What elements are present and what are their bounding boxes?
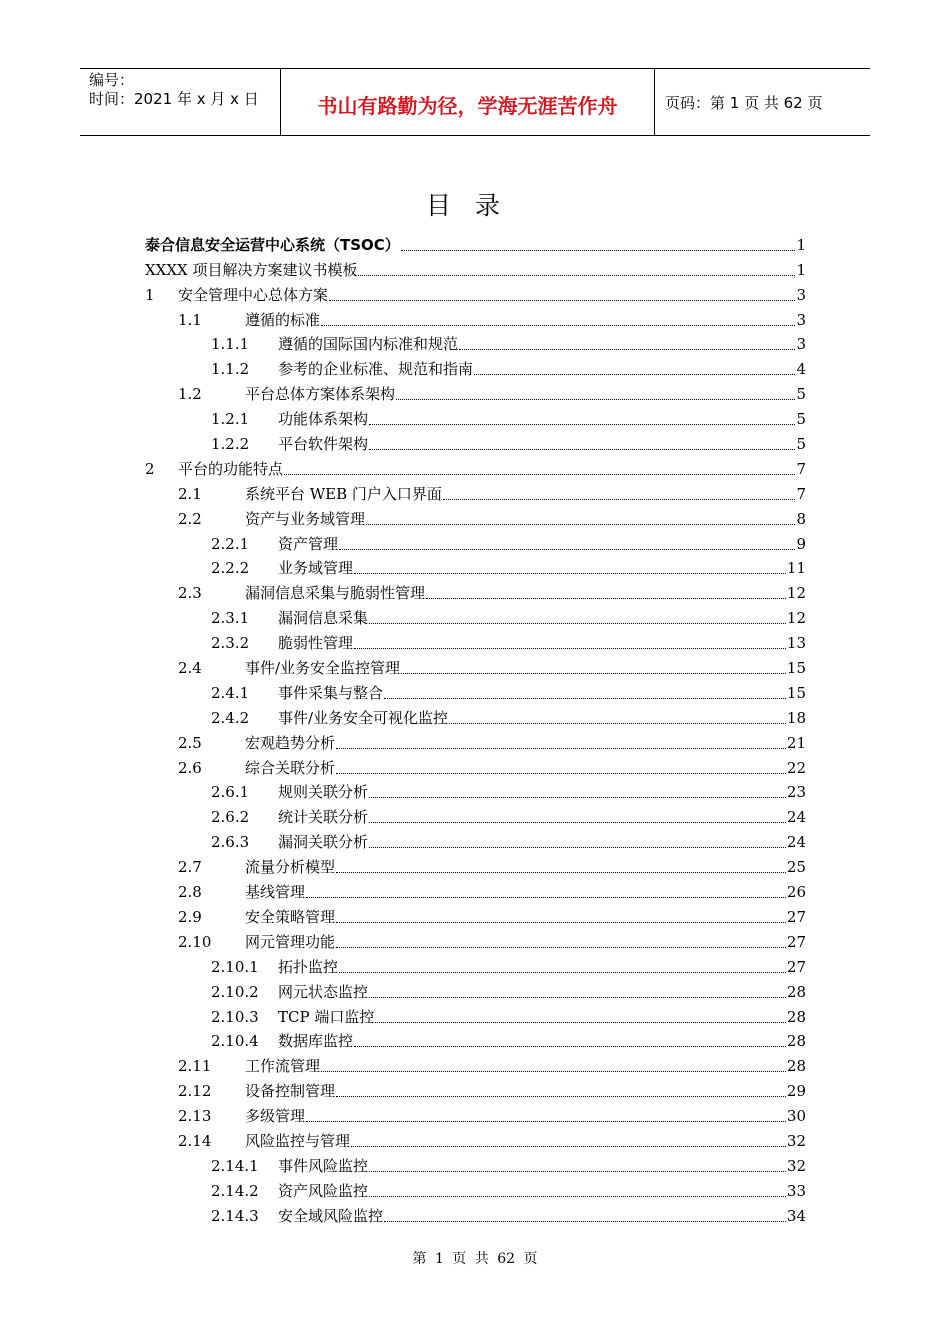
toc-entry[interactable] (145, 1204, 806, 1229)
toc-entry[interactable] (145, 432, 806, 457)
toc-entry-page: 32 (786, 1131, 806, 1150)
toc-leader-dots (336, 1096, 786, 1097)
toc-leader-dots (306, 897, 786, 898)
toc-entry-page: 28 (786, 982, 806, 1001)
toc-entry-page: 3 (796, 285, 806, 304)
toc-entry-title: XXXX 项目解决方案建议书模板 (145, 260, 358, 279)
toc-entry-page: 24 (786, 833, 806, 852)
toc-entry-title: 数据库监控 (278, 1032, 354, 1051)
page-header (80, 68, 870, 136)
toc-entry-number: 2.5 (178, 733, 202, 752)
toc-leader-dots (474, 374, 795, 375)
toc-leader-dots (366, 524, 795, 525)
toc-entry-page: 9 (796, 534, 806, 553)
toc-entry[interactable] (145, 1104, 806, 1129)
toc-entry-number: 1.1.2 (211, 360, 250, 379)
toc-entry-page: 27 (786, 907, 806, 926)
toc-entry-page: 15 (786, 659, 806, 678)
toc-entry-page: 24 (786, 808, 806, 827)
toc-entry-title: 事件/业务安全可视化监控 (278, 708, 449, 727)
toc-entry[interactable] (145, 855, 806, 880)
toc-leader-dots (336, 773, 786, 774)
toc-entry-page: 1 (796, 235, 806, 254)
toc-leader-dots (369, 847, 786, 848)
toc-entry-page: 21 (786, 733, 806, 752)
toc-entry[interactable] (145, 955, 806, 980)
toc-leader-dots (336, 922, 786, 923)
toc-entry[interactable] (145, 258, 806, 283)
toc-entry-number: 2.11 (178, 1057, 212, 1076)
toc-leader-dots (401, 673, 786, 674)
toc-entry-title: 基线管理 (245, 883, 306, 902)
toc-entry-number: 2.10.3 (211, 1007, 259, 1026)
header-meta (80, 69, 281, 135)
toc-entry-title: 网元状态监控 (278, 982, 369, 1001)
toc-entry-page: 28 (786, 1057, 806, 1076)
toc-entry-page: 18 (786, 708, 806, 727)
toc-entry-number: 2.4 (178, 659, 202, 678)
toc-entry[interactable] (145, 1030, 806, 1055)
toc-entry-title: 宏观趋势分析 (245, 733, 336, 752)
toc-entry-page: 7 (796, 459, 806, 478)
toc-entry-number: 2.8 (178, 883, 202, 902)
toc-entry-page: 22 (786, 758, 806, 777)
toc-entry-title: 工作流管理 (245, 1057, 321, 1076)
toc-leader-dots (336, 947, 786, 948)
toc-leader-dots (369, 797, 786, 798)
toc-entry[interactable] (145, 308, 806, 333)
toc-leader-dots (321, 1071, 786, 1072)
toc-entry-title: 平台软件架构 (278, 435, 369, 454)
toc-entry[interactable] (145, 283, 806, 308)
toc-entry-page: 1 (796, 260, 806, 279)
toc-entry-number: 2.2.1 (211, 534, 250, 553)
toc-entry-page: 28 (786, 1032, 806, 1051)
toc-entry-page: 3 (796, 335, 806, 354)
toc-entry[interactable] (145, 930, 806, 955)
table-of-contents (145, 233, 806, 1229)
toc-entry[interactable] (145, 1054, 806, 1079)
toc-leader-dots (336, 748, 786, 749)
toc-entry-title: 事件/业务安全监控管理 (245, 659, 401, 678)
toc-entry-number: 1.2 (178, 385, 202, 404)
toc-entry-title: 遵循的国际国内标准和规范 (278, 335, 459, 354)
toc-entry-title: 功能体系架构 (278, 410, 369, 429)
toc-leader-dots (459, 349, 795, 350)
toc-entry-page: 27 (786, 932, 806, 951)
toc-leader-dots (329, 300, 795, 301)
toc-entry-page: 11 (786, 559, 806, 578)
toc-entry-title: 资产与业务域管理 (245, 509, 366, 528)
toc-entry[interactable] (145, 557, 806, 582)
toc-leader-dots (339, 549, 795, 550)
toc-leader-dots (426, 598, 786, 599)
toc-entry-title: 风险监控与管理 (245, 1131, 351, 1150)
toc-entry-number: 2.10.4 (211, 1032, 259, 1051)
toc-leader-dots (354, 1046, 786, 1047)
toc-entry-page: 8 (796, 509, 806, 528)
toc-entry-title: 平台总体方案体系架构 (245, 385, 396, 404)
toc-entry[interactable] (145, 382, 806, 407)
toc-leader-dots (339, 972, 786, 973)
toc-entry-page: 7 (796, 484, 806, 503)
toc-entry-number: 2.10.1 (211, 957, 259, 976)
toc-entry-page: 26 (786, 883, 806, 902)
toc-entry[interactable] (145, 905, 806, 930)
toc-entry-title: 安全策略管理 (245, 907, 336, 926)
toc-entry-number: 2.9 (178, 907, 202, 926)
toc-entry-title: 规则关联分析 (278, 783, 369, 802)
toc-entry[interactable] (145, 1154, 806, 1179)
toc-leader-dots (354, 573, 786, 574)
toc-entry-title: 遵循的标准 (245, 310, 321, 329)
toc-entry[interactable] (145, 1005, 806, 1030)
toc-entry-number: 2.1 (178, 484, 202, 503)
toc-entry-number: 2.4.2 (211, 708, 250, 727)
toc-entry-page: 25 (786, 858, 806, 877)
toc-entry-number: 2.6.3 (211, 833, 250, 852)
toc-entry-title: 漏洞信息采集与脆弱性管理 (245, 584, 426, 603)
toc-entry-page: 12 (786, 584, 806, 603)
toc-entry-title: 资产风险监控 (278, 1181, 369, 1200)
toc-entry-page: 13 (786, 634, 806, 653)
toc-entry[interactable] (145, 1179, 806, 1204)
toc-entry-number: 2.14.3 (211, 1206, 259, 1225)
toc-entry-title: 资产管理 (278, 534, 339, 553)
toc-entry-number: 2.7 (178, 858, 202, 877)
page-footer: 第 1 页 共 62 页 (412, 1251, 538, 1267)
toc-entry[interactable] (145, 631, 806, 656)
toc-entry-number: 2 (145, 459, 155, 478)
toc-entry-number: 2.12 (178, 1082, 212, 1101)
toc-entry-number: 2.10.2 (211, 982, 259, 1001)
toc-entry-page: 5 (796, 410, 806, 429)
toc-entry-page: 5 (796, 435, 806, 454)
toc-entry-title: 漏洞信息采集 (278, 609, 369, 628)
toc-entry[interactable] (145, 357, 806, 382)
toc-entry-number: 2.10 (178, 932, 212, 951)
toc-entry-page: 34 (786, 1206, 806, 1225)
toc-entry[interactable] (145, 407, 806, 432)
toc-entry-page: 3 (796, 310, 806, 329)
toc-leader-dots (369, 1171, 786, 1172)
toc-leader-dots (336, 872, 786, 873)
toc-leader-dots (401, 250, 796, 251)
toc-entry-page: 15 (786, 683, 806, 702)
toc-entry-number: 1.1 (178, 310, 202, 329)
toc-entry[interactable] (145, 457, 806, 482)
toc-leader-dots (351, 1146, 786, 1147)
toc-entry-page: 5 (796, 385, 806, 404)
toc-entry-page: 4 (796, 360, 806, 379)
toc-entry-title: 拓扑监控 (278, 957, 339, 976)
toc-entry[interactable] (145, 581, 806, 606)
toc-leader-dots (369, 449, 795, 450)
toc-entry[interactable] (145, 681, 806, 706)
toc-entry[interactable] (145, 830, 806, 855)
toc-leader-dots (369, 1196, 786, 1197)
toc-leader-dots (369, 822, 786, 823)
toc-leader-dots (321, 325, 795, 326)
toc-leader-dots (396, 399, 795, 400)
toc-entry[interactable] (145, 880, 806, 905)
toc-entry-title: 脆弱性管理 (278, 634, 354, 653)
toc-entry-number: 2.2.2 (211, 559, 250, 578)
toc-entry-number: 2.3 (178, 584, 202, 603)
toc-entry-title: 系统平台 WEB 门户入口界面 (245, 484, 442, 503)
toc-entry-title: 事件风险监控 (278, 1156, 369, 1175)
toc-entry-number: 2.13 (178, 1107, 212, 1126)
toc-entry[interactable] (145, 606, 806, 631)
toc-entry-page: 33 (786, 1181, 806, 1200)
toc-entry-number: 2.3.2 (211, 634, 250, 653)
toc-entry-title: 业务域管理 (278, 559, 354, 578)
toc-entry[interactable] (145, 731, 806, 756)
toc-entry-number: 2.2 (178, 509, 202, 528)
toc-entry-title: 统计关联分析 (278, 808, 369, 827)
toc-entry-title: 安全域风险监控 (278, 1206, 384, 1225)
toc-entry-number: 2.14.2 (211, 1181, 259, 1200)
toc-entry-page: 30 (786, 1107, 806, 1126)
toc-leader-dots (284, 474, 795, 475)
toc-entry-page: 12 (786, 609, 806, 628)
toc-entry-number: 2.6.2 (211, 808, 250, 827)
toc-entry[interactable] (145, 233, 806, 258)
toc-leader-dots (354, 648, 786, 649)
toc-leader-dots (449, 723, 786, 724)
toc-entry-title: 参考的企业标准、规范和指南 (278, 360, 474, 379)
toc-leader-dots (306, 1121, 786, 1122)
toc-leader-dots (443, 499, 796, 500)
toc-entry[interactable] (145, 532, 806, 557)
toc-leader-dots (369, 424, 795, 425)
toc-entry[interactable] (145, 656, 806, 681)
time-label: 时间：2021 年 x 月 x 日 (89, 90, 259, 108)
toc-entry-page: 23 (786, 783, 806, 802)
toc-entry-number: 2.3.1 (211, 609, 250, 628)
toc-entry-title: 泰合信息安全运营中心系统（TSOC） (145, 235, 400, 254)
toc-entry[interactable] (145, 805, 806, 830)
toc-entry[interactable] (145, 1079, 806, 1104)
toc-entry-number: 1.2.1 (211, 410, 250, 429)
toc-entry-title: 设备控制管理 (245, 1082, 336, 1101)
toc-leader-dots (369, 997, 786, 998)
toc-entry-number: 2.14.1 (211, 1156, 259, 1175)
toc-leader-dots (375, 1022, 786, 1023)
toc-leader-dots (369, 623, 786, 624)
toc-entry-page: 27 (786, 957, 806, 976)
toc-entry-page: 29 (786, 1082, 806, 1101)
toc-entry-number: 2.6 (178, 758, 202, 777)
toc-entry-title: 多级管理 (245, 1107, 306, 1126)
toc-entry-title: 平台的功能特点 (178, 459, 284, 478)
toc-entry-title: TCP 端口监控 (278, 1007, 375, 1026)
toc-entry-number: 2.14 (178, 1131, 212, 1150)
toc-entry[interactable] (145, 507, 806, 532)
toc-entry-page: 28 (786, 1007, 806, 1026)
toc-entry[interactable] (145, 706, 806, 731)
toc-entry-number: 1.1.1 (211, 335, 250, 354)
toc-entry-title: 安全管理中心总体方案 (178, 285, 329, 304)
header-motto: 书山有路勤为径，学海无涯苦作舟 (281, 69, 655, 135)
toc-entry-page: 32 (786, 1156, 806, 1175)
toc-leader-dots (384, 698, 786, 699)
header-page-info: 页码：第 1 页 共 62 页 (665, 94, 823, 112)
toc-entry[interactable] (145, 482, 806, 507)
toc-entry-title: 事件采集与整合 (278, 683, 384, 702)
toc-entry[interactable] (145, 1129, 806, 1154)
toc-entry[interactable] (145, 756, 806, 781)
toc-entry-number: 2.6.1 (211, 783, 250, 802)
toc-entry-number: 2.4.1 (211, 683, 250, 702)
toc-entry-title: 流量分析模型 (245, 858, 336, 877)
toc-entry[interactable] (145, 980, 806, 1005)
toc-entry-title: 网元管理功能 (245, 932, 336, 951)
toc-leader-dots (384, 1221, 786, 1222)
toc-entry-title: 综合关联分析 (245, 758, 336, 777)
toc-entry[interactable] (145, 781, 806, 806)
toc-entry-title: 漏洞关联分析 (278, 833, 369, 852)
toc-leader-dots (358, 275, 795, 276)
number-label: 编号： (89, 71, 135, 89)
toc-entry-number: 1.2.2 (211, 435, 250, 454)
toc-entry[interactable] (145, 333, 806, 358)
toc-entry-number: 1 (145, 285, 155, 304)
toc-title: 目录 (425, 191, 524, 220)
